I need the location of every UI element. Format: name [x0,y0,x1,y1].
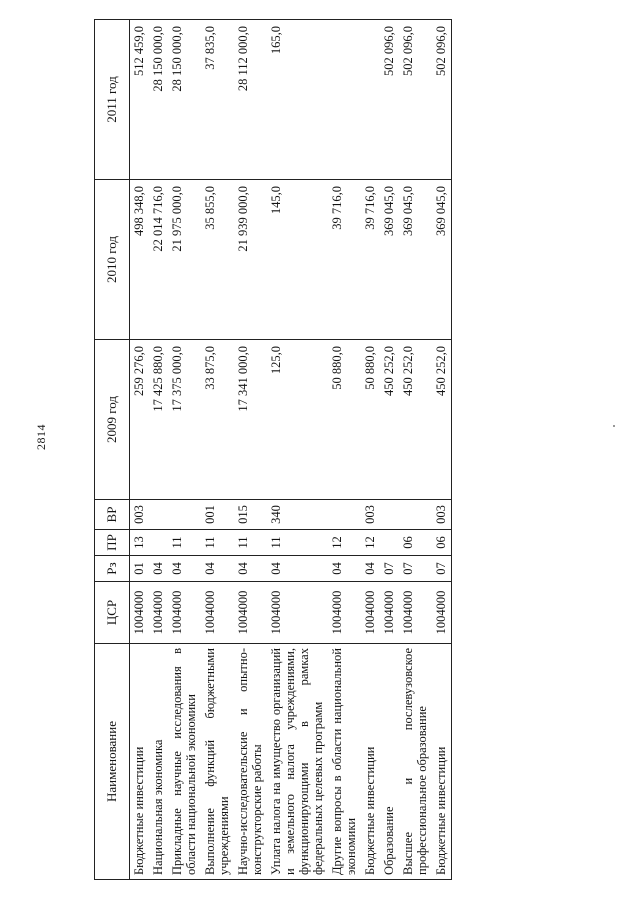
header-csr: ЦСР [95,582,130,644]
row-name: Образование [380,644,399,880]
table-row [234,20,267,880]
row-2011: 165,0 [267,20,328,180]
row-pr [380,530,399,556]
row-2009: 259 276,0 [130,340,150,500]
row-vr: 340 [267,500,328,530]
row-rz: 04 [361,556,380,582]
row-rz: 04 [201,556,234,582]
row-pr: 11 [201,530,234,556]
row-vr: 003 [361,500,380,530]
row-vr [399,500,432,530]
page-number: 2814 [34,424,48,450]
row-2011: 28 150 000,0 [168,20,201,180]
scan-artifact-dot [613,425,615,427]
row-csr: 1004000 [432,582,452,644]
row-2009: 125,0 [267,340,328,500]
row-csr: 1004000 [201,582,234,644]
row-csr: 1004000 [380,582,399,644]
row-2011: 502 096,0 [432,20,452,180]
row-pr: 06 [432,530,452,556]
header-vr: ВР [95,500,130,530]
row-name: Высшее и послевузовское профессиональное образование [399,644,432,880]
row-vr [380,500,399,530]
row-2009: 50 880,0 [361,340,380,500]
row-2010: 35 855,0 [201,180,234,340]
row-csr: 1004000 [149,582,168,644]
row-rz: 07 [380,556,399,582]
row-csr: 1004000 [361,582,380,644]
table-row [328,20,361,880]
header-2010: 2010 год [95,180,130,340]
row-2011 [328,20,361,180]
row-rz: 04 [267,556,328,582]
row-pr [149,530,168,556]
row-2011: 28 150 000,0 [149,20,168,180]
row-csr: 1004000 [399,582,432,644]
row-name: Бюджетные инвестиции [130,644,150,880]
row-name: Прикладные научные исследования в области национальной экономики [168,644,201,880]
row-rz: 04 [328,556,361,582]
header-name: Наименование [95,644,130,880]
table-row [168,20,201,880]
row-vr: 003 [130,500,150,530]
row-2009: 450 252,0 [399,340,432,500]
row-2009: 50 880,0 [328,340,361,500]
row-csr: 1004000 [168,582,201,644]
row-name: Бюджетные инвестиции [432,644,452,880]
row-2010: 21 975 000,0 [168,180,201,340]
row-vr: 001 [201,500,234,530]
row-2009: 17 375 000,0 [168,340,201,500]
row-csr: 1004000 [234,582,267,644]
table-row [432,20,452,880]
row-2011: 37 835,0 [201,20,234,180]
row-name: Другие вопросы в области национальной экономики [328,644,361,880]
row-2010: 21 939 000,0 [234,180,267,340]
row-2009: 450 252,0 [380,340,399,500]
row-pr: 12 [361,530,380,556]
row-2009: 17 341 000,0 [234,340,267,500]
row-2010: 39 716,0 [328,180,361,340]
row-2010: 369 045,0 [380,180,399,340]
row-pr: 12 [328,530,361,556]
row-name: Национальная экономика [149,644,168,880]
row-vr [328,500,361,530]
header-2011: 2011 год [95,20,130,180]
rotated-table-wrapper [94,20,534,880]
row-rz: 01 [130,556,150,582]
row-2009: 33 875,0 [201,340,234,500]
row-name: Научно-исследовательские и опытно-конструкторские работы [234,644,267,880]
header-pr: ПР [95,530,130,556]
row-2010: 369 045,0 [432,180,452,340]
header-2009: 2009 год [95,340,130,500]
row-2011: 502 096,0 [399,20,432,180]
row-name: Бюджетные инвестиции [361,644,380,880]
row-pr: 13 [130,530,150,556]
table-row [380,20,399,880]
header-rz: Рз [95,556,130,582]
row-2009: 450 252,0 [432,340,452,500]
row-vr [168,500,201,530]
budget-table [94,19,452,880]
table-row [201,20,234,880]
row-pr: 11 [267,530,328,556]
table-row [361,20,380,880]
table-row [399,20,432,880]
row-2010: 145,0 [267,180,328,340]
row-csr: 1004000 [267,582,328,644]
table-row [130,20,150,880]
row-name: Уплата налога на имущество организаций и земельного налога учреждениями, функционирующими в рамках федеральных целевых программ [267,644,328,880]
row-rz: 04 [149,556,168,582]
row-2011: 28 112 000,0 [234,20,267,180]
row-2011: 502 096,0 [380,20,399,180]
table-row [149,20,168,880]
row-2009: 17 425 880,0 [149,340,168,500]
row-2010: 498 348,0 [130,180,150,340]
row-2011: 512 459,0 [130,20,150,180]
row-vr: 003 [432,500,452,530]
row-2010: 22 014 716,0 [149,180,168,340]
row-rz: 07 [399,556,432,582]
row-name: Выполнение функций бюджетными учреждениями [201,644,234,880]
row-2010: 39 716,0 [361,180,380,340]
row-csr: 1004000 [328,582,361,644]
row-vr: 015 [234,500,267,530]
row-vr [149,500,168,530]
row-2010: 369 045,0 [399,180,432,340]
row-pr: 06 [399,530,432,556]
row-csr: 1004000 [130,582,150,644]
row-rz: 04 [168,556,201,582]
row-pr: 11 [168,530,201,556]
row-pr: 11 [234,530,267,556]
table-row [267,20,328,880]
row-rz: 04 [234,556,267,582]
row-2011 [361,20,380,180]
row-rz: 07 [432,556,452,582]
table-header-row [95,20,130,880]
